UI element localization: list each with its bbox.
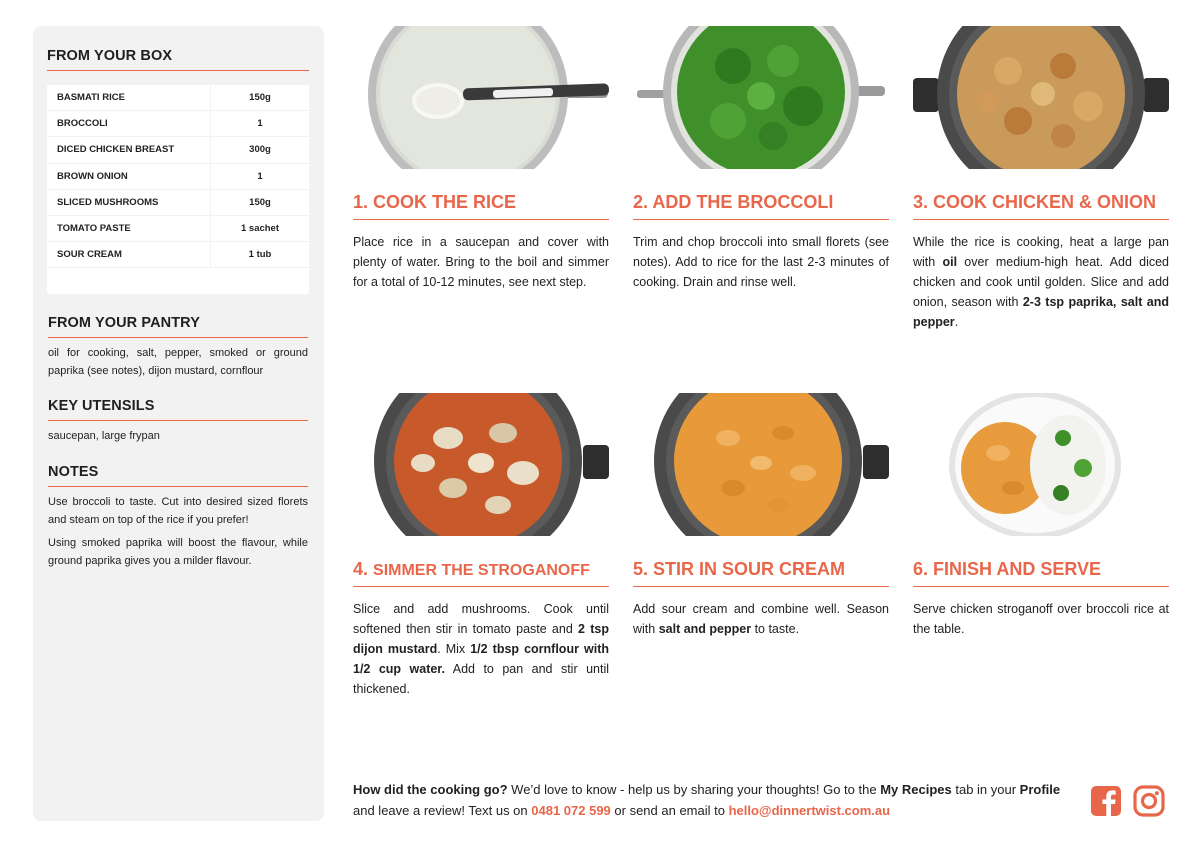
step-number: 3. <box>913 192 929 212</box>
broccoli-in-saucepan-photo <box>633 26 889 169</box>
ingredient-qty: 150g <box>249 196 271 208</box>
step-title-text: STIR IN SOUR CREAM <box>653 559 846 579</box>
pantry-text: oil for cooking, salt, pepper, smoked or ground paprika (see notes), dijon mustard, cornflour <box>48 347 308 377</box>
ingredient-name: BASMATI RICE <box>47 85 211 110</box>
table-row <box>47 164 309 190</box>
step-text: Trim and chop broccoli into small florets (see notes). Add to rice for the last 2-3 minutes of cooking. Drain and rinse well. <box>633 235 889 289</box>
step-body <box>913 599 1169 639</box>
notes-section <box>48 464 308 575</box>
step-title-text: SIMMER THE STROGANOFF <box>373 562 590 579</box>
pantry-section <box>48 315 308 380</box>
table-row <box>47 190 309 216</box>
ingredient-qty: 1 tub <box>248 249 272 261</box>
step-body <box>913 232 1169 332</box>
step-text: . <box>954 315 959 329</box>
ingredient-name: DICED CHICKEN BREAST <box>47 137 211 162</box>
utensils-text: saucepan, large frypan <box>48 430 160 442</box>
step-1 <box>353 26 609 292</box>
step-number: 2. <box>633 192 649 212</box>
step-title <box>633 559 889 587</box>
step-2 <box>633 26 889 292</box>
step-text-bold: oil <box>942 255 958 269</box>
feedback-footer <box>353 779 1073 821</box>
step-text-bold: salt and pepper <box>658 622 752 636</box>
ingredient-qty: 300g <box>249 144 271 156</box>
step-text: to taste. <box>751 622 800 636</box>
email-link[interactable]: hello@dinnertwist.com.au <box>728 803 891 818</box>
ingredient-name: SLICED MUSHROOMS <box>47 190 211 215</box>
step-title <box>913 192 1169 220</box>
utensils-section <box>48 398 308 445</box>
step-text: Add sour cream and combine well. Season with <box>633 602 889 636</box>
ingredient-name: TOMATO PASTE <box>47 216 211 241</box>
ingredient-name: SOUR CREAM <box>47 242 211 267</box>
step-text: Place rice in a saucepan and cover with plenty of water. Bring to the boil and simmer for a total of 10-12 minutes, see next step. <box>353 235 609 289</box>
table-row <box>47 85 309 111</box>
step-title-text: COOK THE RICE <box>373 192 517 212</box>
step-number: 4. <box>353 559 369 579</box>
step-title <box>633 192 889 220</box>
step-title <box>353 559 609 587</box>
step-body <box>353 232 609 292</box>
sidebar <box>33 26 324 821</box>
notes-list <box>48 493 308 570</box>
from-your-box-heading: FROM YOUR BOX <box>47 48 309 71</box>
ingredient-qty: 1 <box>257 170 263 182</box>
mushrooms-in-pan-photo <box>353 393 609 536</box>
step-text: Add to pan and stir until thickened. <box>353 662 610 696</box>
ingredient-qty: 150g <box>249 92 271 104</box>
instagram-icon[interactable] <box>1133 785 1165 817</box>
step-4 <box>353 393 609 699</box>
my-recipes-link[interactable]: My Recipes <box>880 782 952 797</box>
ingredient-qty: 1 <box>257 118 263 130</box>
table-row <box>47 216 309 242</box>
rice-in-saucepan-photo <box>353 26 609 169</box>
table-row <box>47 137 309 163</box>
facebook-icon[interactable] <box>1090 785 1122 817</box>
chicken-in-pan-photo <box>913 26 1169 169</box>
ingredient-name: BROCCOLI <box>47 111 211 136</box>
step-text-bold: 2 tsp dijon mustard <box>353 622 609 656</box>
step-title-text: COOK CHICKEN & ONION <box>933 192 1157 212</box>
footer-text: tab in your <box>951 782 1020 797</box>
step-title <box>913 559 1169 587</box>
note-item: Use broccoli to taste. Cut into desired sized florets and steam on top of the rice if you prefer! <box>48 496 308 526</box>
profile-link[interactable]: Profile <box>1019 782 1061 797</box>
phone-link[interactable]: 0481 072 599 <box>531 803 611 818</box>
step-number: 1. <box>353 192 369 212</box>
feedback-question: How did the cooking go? <box>353 782 508 797</box>
table-row <box>47 242 309 268</box>
step-title-text: FINISH AND SERVE <box>933 559 1102 579</box>
footer-text: We’d love to know - help us by sharing your thoughts! Go to the <box>507 782 881 797</box>
step-3 <box>913 26 1169 332</box>
step-text-bold: 2-3 tsp paprika, salt and pepper <box>913 295 1169 329</box>
footer-text: or send an email to <box>610 803 729 818</box>
step-text: While the rice is cooking, heat a large pan with <box>913 235 1169 269</box>
step-number: 6. <box>913 559 929 579</box>
step-body <box>633 599 889 639</box>
footer-text: and leave a review! Text us on <box>353 803 532 818</box>
plated-stroganoff-photo <box>913 393 1169 536</box>
table-row <box>47 111 309 137</box>
ingredient-qty: 1 sachet <box>240 223 280 235</box>
note-item: Using smoked paprika will boost the flavour, while ground paprika gives you a milder flavour. <box>48 537 308 567</box>
step-6 <box>913 393 1169 639</box>
step-body <box>633 232 889 292</box>
ingredients-table <box>47 85 309 294</box>
step-text: over medium-high heat. Add diced chicken and cook until golden. Slice and add onion, season with <box>913 255 1170 309</box>
from-your-pantry-heading: FROM YOUR PANTRY <box>48 315 308 338</box>
key-utensils-heading: KEY UTENSILS <box>48 398 308 421</box>
ingredient-name: BROWN ONION <box>47 164 211 189</box>
step-number: 5. <box>633 559 649 579</box>
step-text: Serve chicken stroganoff over broccoli rice at the table. <box>913 602 1169 636</box>
creamy-sauce-in-pan-photo <box>633 393 889 536</box>
notes-heading: NOTES <box>48 464 308 487</box>
step-text: . Mix <box>437 642 471 656</box>
step-body <box>353 599 609 699</box>
step-title-text: ADD THE BROCCOLI <box>652 192 834 212</box>
step-title <box>353 192 609 220</box>
step-5 <box>633 393 889 639</box>
step-text: Slice and add mushrooms. Cook until softened then stir in tomato paste and <box>353 602 609 636</box>
step-text-bold: 1/2 tbsp cornflour with 1/2 cup water. <box>353 642 609 676</box>
